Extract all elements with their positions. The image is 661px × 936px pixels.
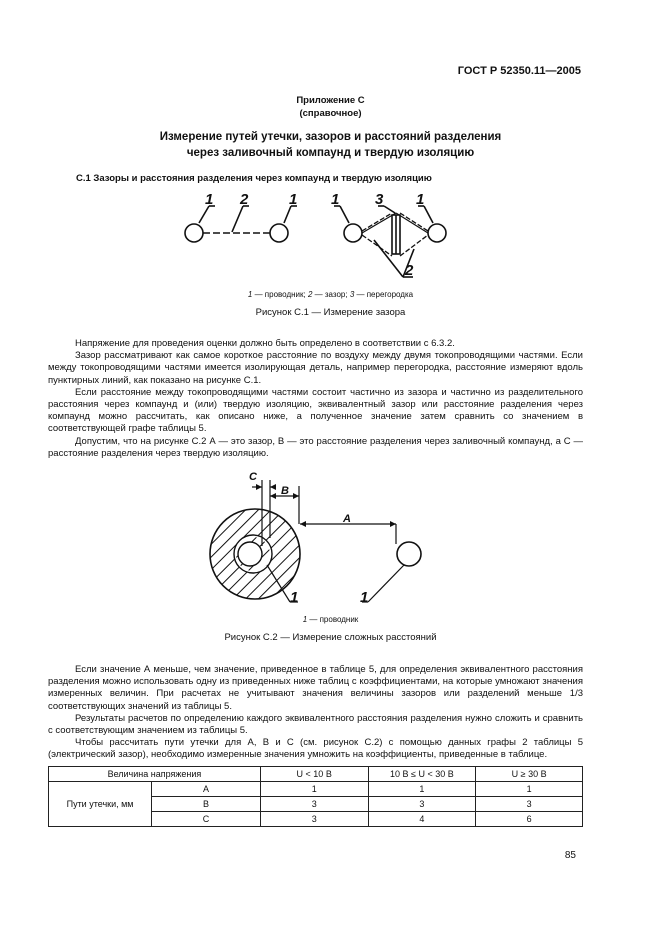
figure-2-diagram — [0, 462, 661, 612]
table-row — [49, 782, 583, 797]
appendix-subtitle: (справочное) — [299, 108, 362, 119]
paragraph: Напряжение для проведения оценки должно быть определено в соответствии с 6.3.2. — [75, 338, 455, 349]
section-heading: С.1 Зазоры и расстояния разделения через компаунд и твердую изоляцию — [76, 173, 432, 184]
paragraph: Если значение А меньше, чем значение, приведенное в таблице 5, для определения эквивалентного расстояния разделения можно использовать одну из приведенных ниже таблиц с коэффициентами, на которые умножают значения измеренных величин. При расчетах не учитывают значения величины зазоров или разделений меньше 1/3 соответствующих значений из таблицы 5. — [48, 664, 583, 712]
fig1-label-1b: 1 — [289, 191, 298, 208]
header-voltage: Величина напряжения — [49, 767, 261, 782]
text-block-1 — [48, 338, 583, 460]
paragraph: Чтобы рассчитать пути утечки для А, В и С (см. рисунок С.2) с помощью данных графы 2 таблицы 5 (электрический зазор), необходимо измеренные значения умножить на коэффициенты, приведенные в таблице. — [48, 737, 583, 761]
fig1-label-1c: 1 — [331, 191, 340, 208]
fig2-label-a: A — [343, 513, 351, 525]
table-cell: 1 — [260, 782, 368, 797]
table-cell: 1 — [368, 782, 476, 797]
paragraph: Допустим, что на рисунке С.2 А — это зазор, В — это расстояние разделения через заливочный компаунд, а С — расстояние разделения через твердую изоляцию. — [48, 435, 583, 459]
header-col-1: U < 10 В — [260, 767, 368, 782]
table-cell: 6 — [476, 812, 583, 827]
fig1-label-1d: 1 — [416, 191, 425, 208]
fig1-label-2b: 2 — [405, 262, 414, 279]
conductor-right-2 — [428, 224, 446, 242]
conductor-left-2 — [270, 224, 288, 242]
row-label: В — [152, 797, 261, 812]
page-number: 85 — [564, 850, 576, 861]
fig1-label-2: 2 — [240, 191, 249, 208]
figure-1-legend: 1 — проводник; 2 — зазор; 3 — перегородка — [247, 290, 414, 299]
appendix-title: Приложение С — [296, 95, 365, 106]
inner-conductor — [238, 542, 262, 566]
table-cell: 3 — [260, 797, 368, 812]
fig2-label-b: B — [281, 485, 289, 497]
outer-conductor — [397, 542, 421, 566]
table-cell: 1 — [476, 782, 583, 797]
paragraph: Результаты расчетов по определению каждого эквивалентного расстояния разделения нужно сложить и сравнить с соответствующим значением из таблицы 5. — [48, 712, 583, 737]
header-col-3: U ≥ 30 В — [476, 767, 583, 782]
fig2-label-1a: 1 — [290, 589, 299, 606]
appendix-heading-line-1: Измерение путей утечки, зазоров и расстояний разделения — [159, 131, 502, 143]
conductor-right-1 — [344, 224, 362, 242]
table-header-row — [49, 767, 583, 782]
figure-1-caption: Рисунок С.1 — Измерение зазора — [255, 307, 406, 318]
table-cell: 3 — [368, 797, 476, 812]
document-number: ГОСТ Р 52350.11—2005 — [457, 65, 581, 77]
row-label: А — [152, 782, 261, 797]
paragraph: Зазор рассматривают как самое короткое расстояние по воздуху между двумя токопроводящими частями. Если между токопроводящими частями имеется изолирующая деталь, например перегородка, расстояние измеряют вдоль пунктирных линий, как показано на рисунке С.1. — [48, 350, 583, 386]
figure-1-diagram — [0, 185, 661, 285]
text-block-2 — [48, 664, 583, 762]
fig2-label-1b: 1 — [360, 589, 369, 606]
fig2-label-c: C — [249, 471, 257, 483]
fig1-label-1a: 1 — [205, 191, 214, 208]
table-cell: 4 — [368, 812, 476, 827]
fig1-label-3: 3 — [375, 191, 384, 208]
row-label: С — [152, 812, 261, 827]
table-cell: 3 — [476, 797, 583, 812]
figure-2-caption: Рисунок С.2 — Измерение сложных расстояний — [224, 632, 437, 643]
conductor-left-1 — [185, 224, 203, 242]
paragraph: Если расстояние между токопроводящими частями состоит частично из зазора и частично из разделительного расстояния через компаунд и (или) твердую изоляцию, эквивалентный зазор или расстояние разделения через компаунд можно рассчитать, как описано ниже, а полученное значение затем сравнить со значением в соответствующей графе таблицы 5. — [48, 386, 583, 435]
creepage-factor-table — [48, 766, 583, 827]
appendix-heading-line-2: через заливочный компаунд и твердую изоляцию — [186, 147, 475, 159]
table-cell: 3 — [260, 812, 368, 827]
figure-2-legend: 1 — проводник — [302, 615, 359, 624]
row-group-label: Пути утечки, мм — [49, 782, 152, 827]
header-col-2: 10 В ≤ U < 30 В — [368, 767, 476, 782]
